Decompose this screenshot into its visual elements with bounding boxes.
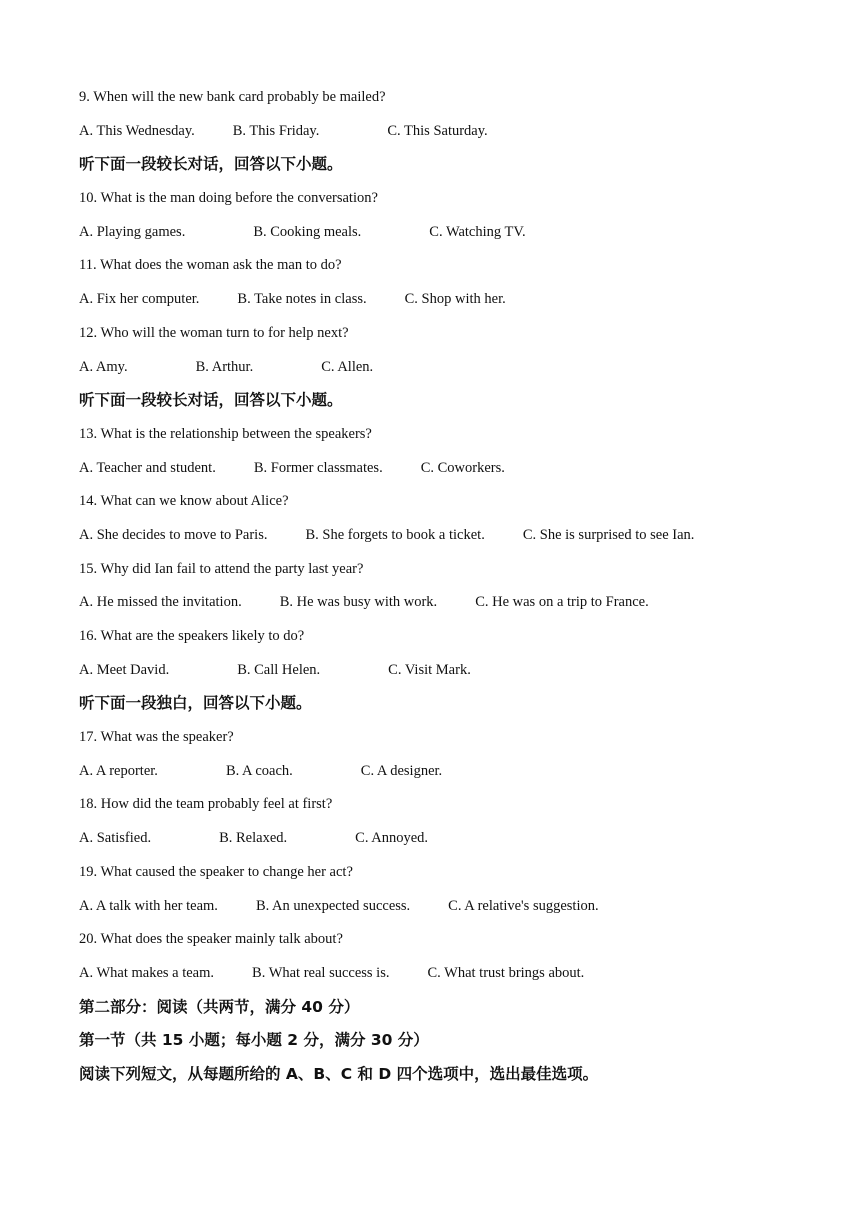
option-b: B. Arthur.: [195, 358, 254, 375]
option-b: B. Take notes in class.: [237, 291, 367, 308]
option-a: A. Amy.: [79, 358, 128, 375]
exam-page: [79, 86, 819, 1097]
question-text: 14. What can we know about Alice?: [79, 493, 289, 510]
option-c: C. Annoyed.: [355, 830, 429, 847]
options-row: [79, 457, 819, 491]
option-b: B. A coach.: [225, 762, 293, 779]
option-c: C. Shop with her.: [404, 291, 506, 308]
option-a: A. A talk with her team.: [79, 897, 218, 914]
section-heading: 阅读下列短文，从每题所给的 A、B、C 和 D 四个选项中，选出最佳选项。: [79, 1064, 599, 1083]
options-row: [79, 962, 819, 996]
option-b: B. She forgets to book a ticket.: [305, 526, 485, 543]
options-row: [79, 356, 819, 390]
section-heading: 听下面一段较长对话，回答以下小题。: [79, 155, 343, 174]
question-text: 10. What is the man doing before the conversation?: [79, 190, 378, 207]
option-a: A. Fix her computer.: [79, 291, 200, 308]
option-c: C. What trust brings about.: [427, 964, 585, 981]
option-b: B. What real success is.: [252, 964, 390, 981]
option-c: C. A designer.: [360, 762, 443, 779]
question-text: 12. Who will the woman turn to for help next?: [79, 324, 349, 341]
option-c: C. Watching TV.: [429, 223, 526, 240]
options-row: [79, 591, 819, 625]
section-heading: 第二部分：阅读（共两节，满分 40 分）: [79, 997, 360, 1016]
section-heading: 第一节（共 15 小题；每小题 2 分，满分 30 分）: [79, 1031, 429, 1050]
options-row: [79, 827, 819, 861]
option-a: A. Teacher and student.: [79, 459, 216, 476]
option-a: A. Satisfied.: [79, 830, 152, 847]
option-a: A. A reporter.: [79, 762, 158, 779]
option-c: C. Coworkers.: [420, 459, 505, 476]
question-text: 11. What does the woman ask the man to do?: [79, 257, 342, 274]
question-text: 18. How did the team probably feel at first?: [79, 796, 333, 813]
options-row: [79, 288, 819, 322]
question-text: 16. What are the speakers likely to do?: [79, 628, 305, 644]
option-a: A. She decides to move to Paris.: [79, 526, 268, 543]
options-row: [79, 659, 819, 693]
option-a: A. He missed the invitation.: [79, 594, 242, 611]
option-b: B. Relaxed.: [219, 830, 288, 847]
option-a: A. Meet David.: [79, 661, 170, 678]
option-b: B. Call Helen.: [237, 661, 321, 678]
question-text: 15. Why did Ian fail to attend the party last year?: [79, 560, 364, 577]
options-row: [79, 120, 819, 154]
option-c: C. Allen.: [321, 358, 374, 375]
question-text: 9. When will the new bank card probably be mailed?: [79, 89, 386, 105]
section-heading: 听下面一段较长对话，回答以下小题。: [79, 391, 343, 410]
options-row: [79, 760, 819, 794]
option-b: B. This Friday.: [232, 122, 320, 139]
option-c: C. This Saturday.: [387, 122, 488, 139]
question-text: 17. What was the speaker?: [79, 729, 234, 746]
question-text: 20. What does the speaker mainly talk about?: [79, 931, 343, 948]
option-b: B. Former classmates.: [253, 459, 383, 476]
option-a: A. What makes a team.: [79, 964, 215, 981]
option-c: C. A relative's suggestion.: [448, 897, 599, 914]
option-c: C. He was on a trip to France.: [475, 594, 649, 611]
option-a: A. Playing games.: [79, 223, 186, 240]
options-row: [79, 524, 819, 558]
options-row: [79, 895, 819, 929]
question-text: 19. What caused the speaker to change her act?: [79, 863, 353, 880]
option-a: A. This Wednesday.: [79, 122, 195, 139]
options-row: [79, 221, 819, 255]
option-c: C. She is surprised to see Ian.: [522, 526, 695, 543]
option-b: B. He was busy with work.: [279, 594, 438, 611]
option-b: B. An unexpected success.: [255, 897, 411, 914]
section-heading: 听下面一段独白，回答以下小题。: [79, 694, 312, 713]
option-b: B. Cooking meals.: [253, 223, 362, 240]
question-text: 13. What is the relationship between the speakers?: [79, 425, 372, 442]
option-c: C. Visit Mark.: [388, 661, 471, 678]
